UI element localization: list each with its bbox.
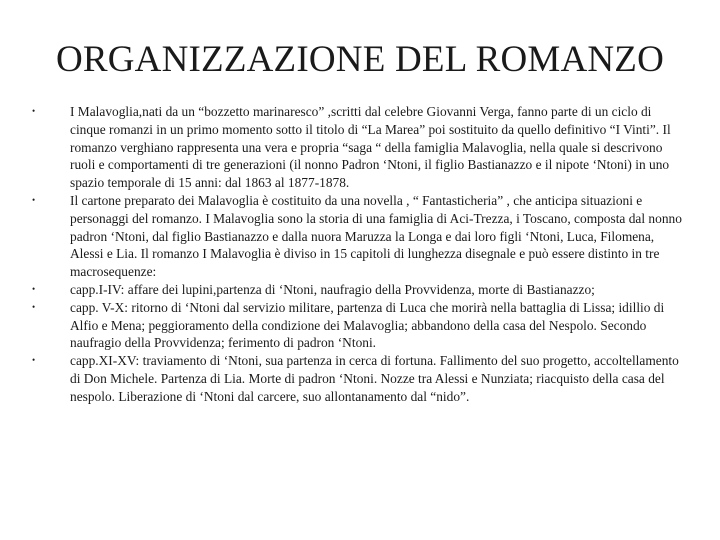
bullet-list (32, 103, 682, 406)
bullet-text: capp.I-IV: affare dei lupini,partenza di ‘Ntoni, naufragio della Provvidenza, morte di Bastianazzo; (70, 281, 595, 297)
bullet-dot-icon: • (32, 194, 36, 205)
bullet-text: I Malavoglia,nati da un “bozzetto marinaresco” ,scritti dal celebre Giovanni Verga, fanno parte di un ciclo di cinque romanzi in un primo momento sotto il titolo di “La Marea” poi sostituito da quello definitivo “I Vinti”. Il romanzo verghiano rappresenta una vera e propria “saga “ della famiglia Malavoglia, nella quale si descrivono ruoli e comportamenti di tre generazioni (il nonno Padron ‘Ntoni, il figlio Bastianazzo e il nipote ‘Ntoni) in uno spazio temporale di 15 anni: dal 1863 al 1877-1878. (70, 104, 671, 191)
bullet-item (32, 299, 682, 352)
bullet-dot-icon: • (32, 106, 36, 116)
bullet-text: Il cartone preparato dei Malavoglia è costituito da una novella , “ Fantasticheria” , che anticipa situazioni e personaggi del romanzo. I Malavoglia sono la storia di una famiglia di Aci-Trezza, i Toscano, composta dal nonno padron ‘Ntoni, dal figlio Bastianazzo e dalla nuora Maruzza la Longa e dai loro figli ‘Ntoni, Luca, Filomena, Alessi e Lia. Il romanzo I Malavoglia è diviso in 15 capitoli di lunghezza disegnale e può essere distinto in tre macrosequenze: (70, 192, 682, 280)
bullet-text: capp.XI-XV: traviamento di ‘Ntoni, sua partenza in cerca di fortuna. Fallimento del suo progetto, accoltellamento di Don Michele. Partenza di Lia. Morte di padron ‘Ntoni. Nozze tra Alessi e Nunziata; riacquisto della casa del nespolo. Liberazione di ‘Ntoni dal carcere, suo allontanamento dal “nido”. (70, 353, 679, 404)
bullet-item (32, 103, 682, 192)
bullet-item (32, 352, 682, 405)
bullet-item (32, 281, 682, 299)
slide-title: ORGANIZZAZIONE DEL ROMANZO (55, 39, 665, 80)
bullet-item (32, 192, 682, 281)
bullet-dot-icon: • (32, 355, 36, 366)
bullet-text: capp. V-X: ritorno di ‘Ntoni dal servizio militare, partenza di Luca che morirà nella battaglia di Lissa; idillio di Alfio e Mena; peggioramento della condizione dei Malavoglia; abbandono della casa del Nespolo. Secondo naufragio della Provvidenza; ferimento di padron ‘Ntoni. (70, 299, 665, 351)
bullet-dot-icon: • (32, 301, 36, 312)
bullet-dot-icon: • (32, 283, 36, 294)
